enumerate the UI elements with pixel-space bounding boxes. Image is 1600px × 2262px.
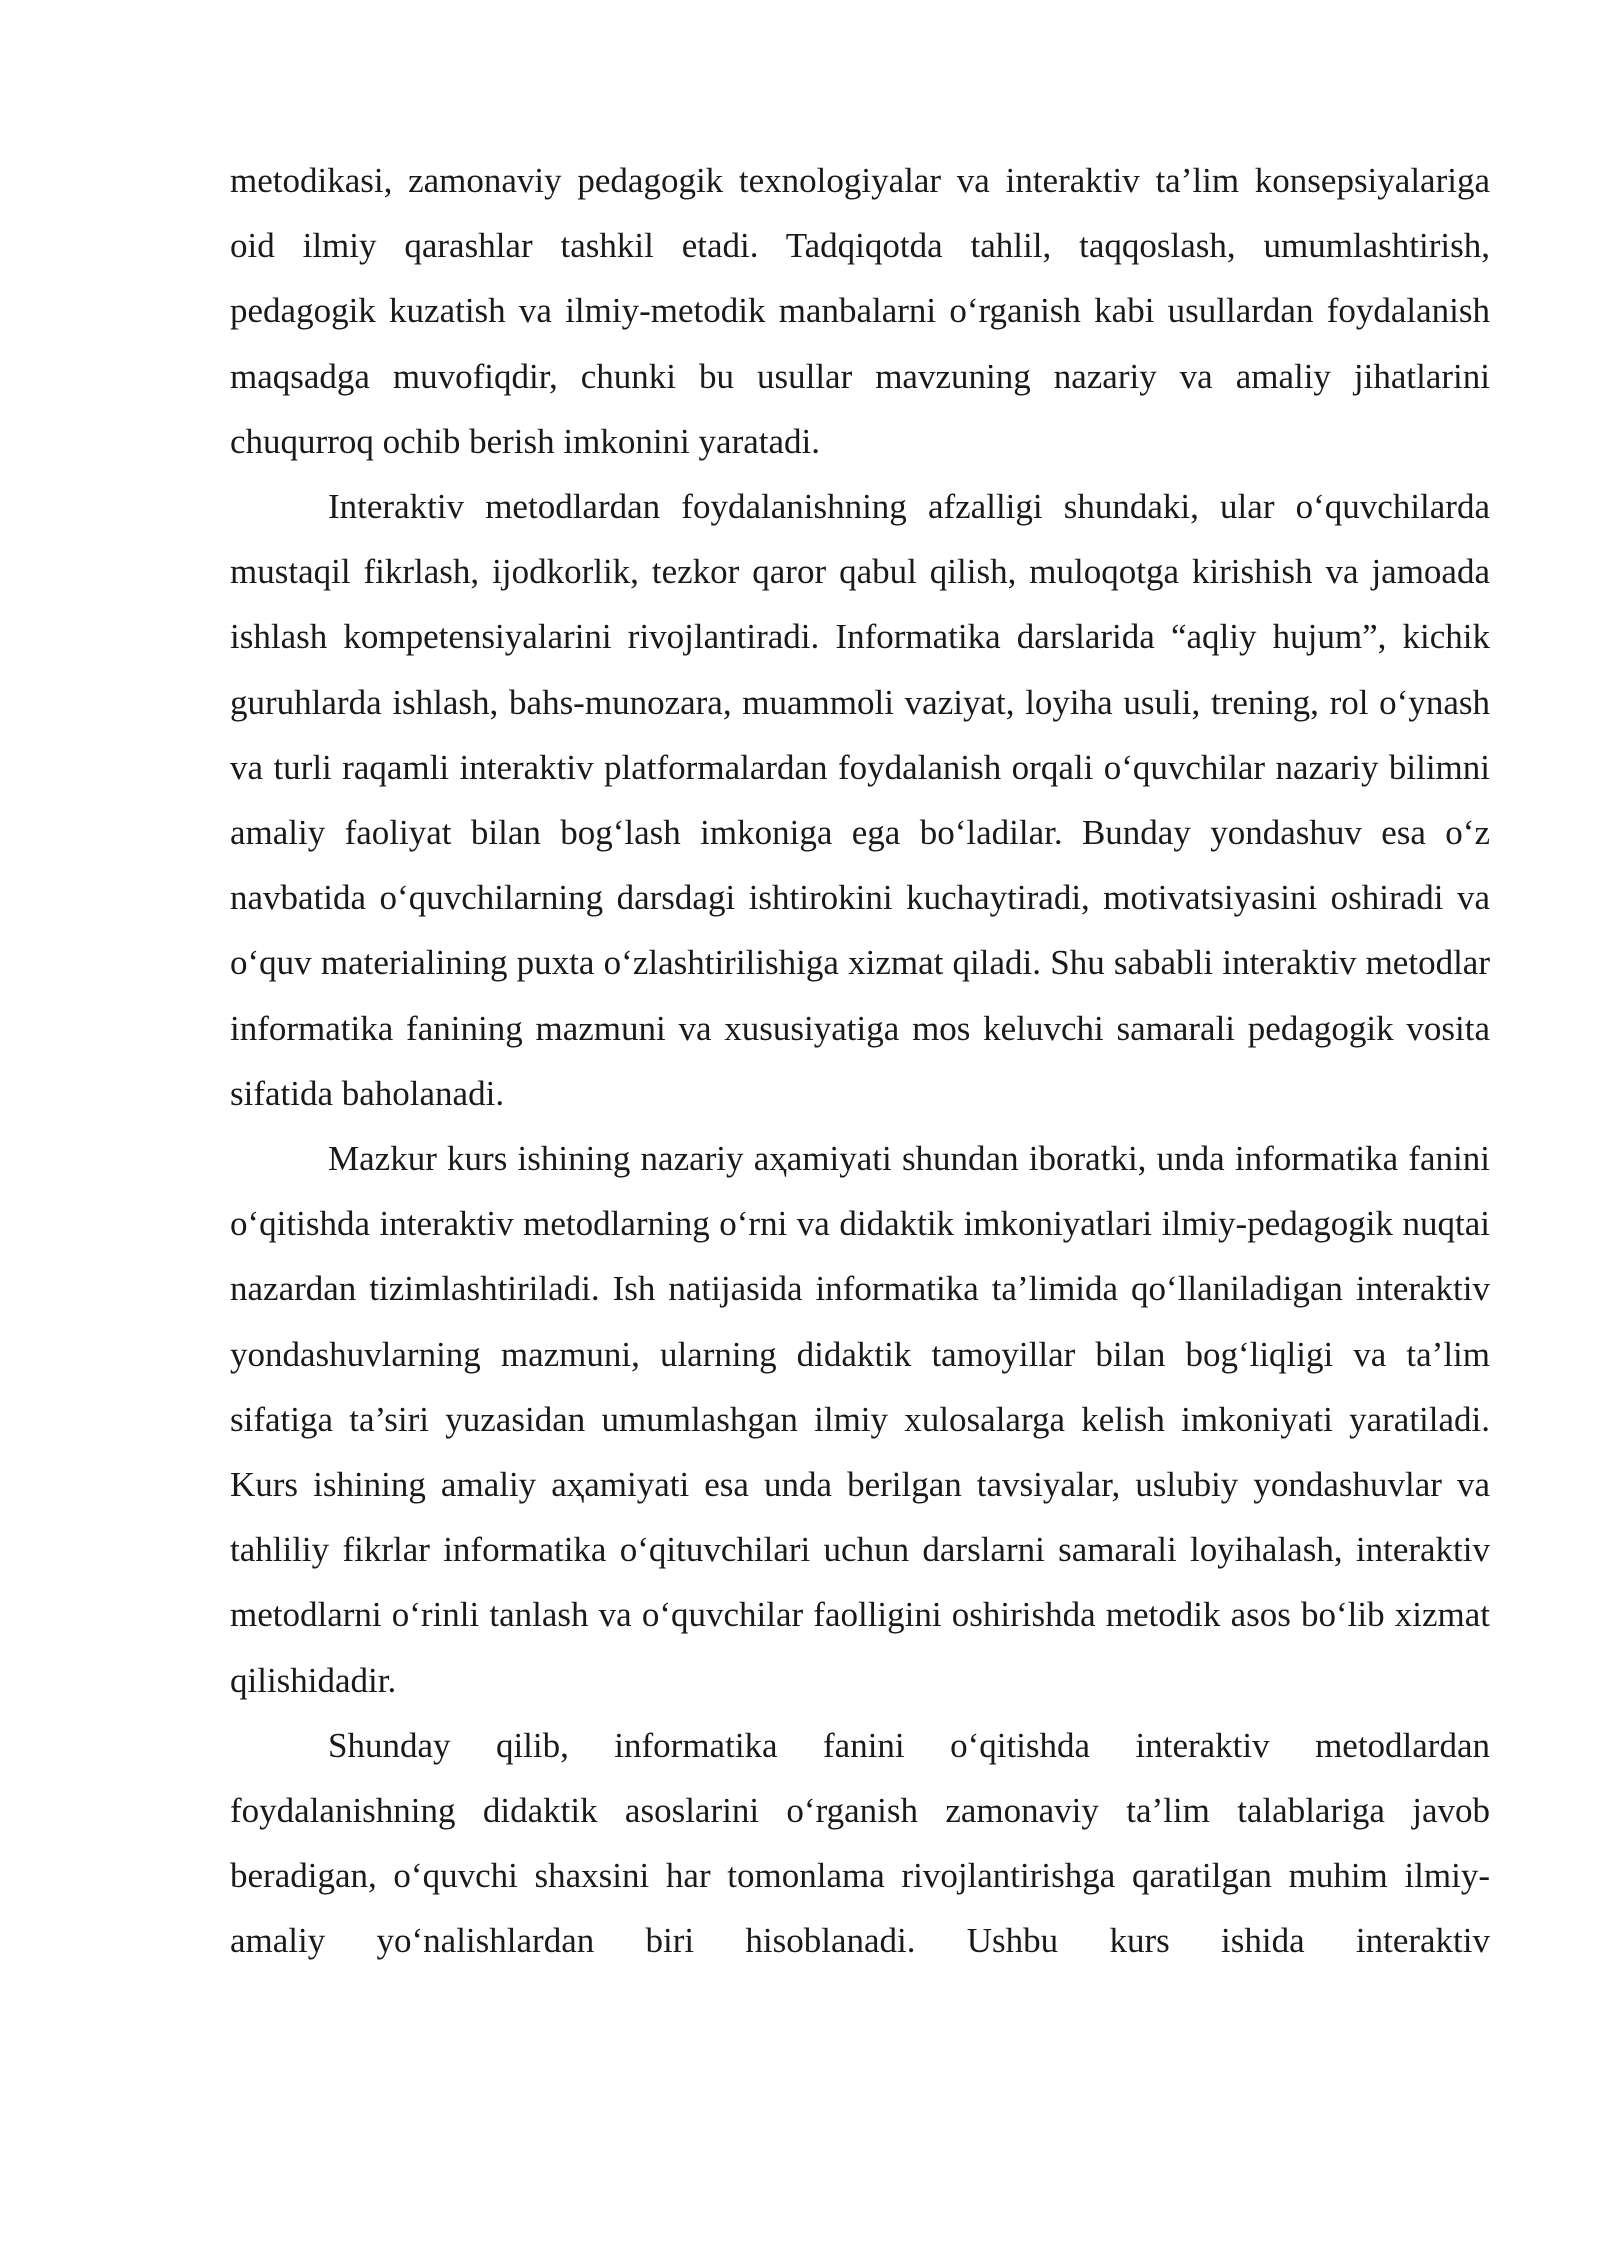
paragraph-2: Interaktiv metodlardan foydalanishning afzalligi shundaki, ular o‘quvchilarda mustaqil fikrlash, ijodkorlik, tezkor qaror qabul qilish, muloqotga kirishish va jamoada ishlash kompetensiyalarini rivojlantiradi. Informatika darslarida “aqliy hujum”, kichik guruhlarda ishlash, bahs-munozara, muammoli vaziyat, loyiha usuli, trening, rol o‘ynash va turli raqamli interaktiv platformalardan foydalanish orqali o‘quvchilar nazariy bilimni amaliy faoliyat bilan bog‘lash imkoniga ega bo‘ladilar. Bunday yondashuv esa o‘z navbatida o‘quvchilarning darsdagi ishtirokini kuchaytiradi, motivatsiyasini oshiradi va o‘quv materialining puxta o‘zlashtirilishiga xizmat qiladi. Shu sababli interaktiv metodlar informatika fanining mazmuni va xususiyatiga mos keluvchi samarali pedagogik vosita sifatida baholanadi. (230, 487, 1490, 1113)
body-text (230, 148, 1490, 1974)
paragraph-3: Mazkur kurs ishining nazariy aҳamiyati shundan iboratki, unda informatika fanini o‘qitishda interaktiv metodlarning o‘rni va didaktik imkoniyatlari ilmiy-pedagogik nuqtai nazardan tizimlashtiriladi. Ish natijasida informatika ta’limida qo‘llaniladigan interaktiv yondashuvlarning mazmuni, ularning didaktik tamoyillar bilan bog‘liqligi va ta’lim sifatiga ta’siri yuzasidan umumlashgan ilmiy xulosalarga kelish imkoniyati yaratiladi. Kurs ishining amaliy aҳamiyati esa unda berilgan tavsiyalar, uslubiy yondashuvlar va tahliliy fikrlar informatika o‘qituvchilari uchun darslarni samarali loyihalash, interaktiv metodlarni o‘rinli tanlash va o‘quvchilar faolligini oshirishda metodik asos bo‘lib xizmat qilishidadir. (230, 1139, 1490, 1700)
paragraph-4: Shunday qilib, informatika fanini o‘qitishda interaktiv metodlardan foydalanishning didaktik asoslarini o‘rganish zamonaviy ta’lim talablariga javob beradigan, o‘quvchi shaxsini har tomonlama rivojlantirishga qaratilgan muhim ilmiy-amaliy yo‘nalishlardan biri hisoblanadi. Ushbu kurs ishida interaktiv (230, 1725, 1490, 1961)
paragraph-1: metodikasi, zamonaviy pedagogik texnologiyalar va interaktiv ta’lim konsepsiyalariga oid ilmiy qarashlar tashkil etadi. Tadqiqotda tahlil, taqqoslash, umumlashtirish, pedagogik kuzatish va ilmiy-metodik manbalarni o‘rganish kabi usullardan foydalanish maqsadga muvofiqdir, chunki bu usullar mavzuning nazariy va amaliy jihatlarini chuqurroq ochib berish imkonini yaratadi. (230, 161, 1490, 461)
